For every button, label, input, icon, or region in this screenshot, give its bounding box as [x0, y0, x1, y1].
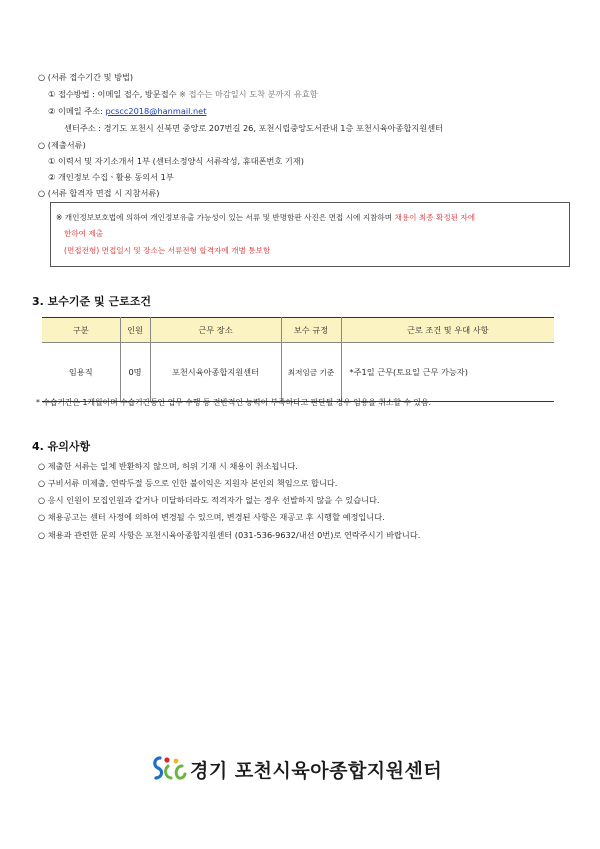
table-row: [42, 343, 554, 402]
privacy-notice-highlight: 채용이 최종 확정된 자에: [392, 213, 476, 222]
application-method: [48, 89, 318, 100]
application-deadline-note: ※ 접수는 마감일시 도착 분까지 유효함: [179, 89, 318, 99]
list-item: ○ 채용과 관련한 문의 사항은 포천시육아종합지원센터 (031-536-9632/내선 0번)로 연락주시기 바랍니다.: [38, 530, 421, 540]
probation-note: * 수습기간은 1개월이며 수습기간동안 업무 수행 등 전반적인 능력이 부족하다고 판단될 경우 임용을 취소할 수 있음.: [36, 398, 431, 407]
interview-notice: (면접전형) 면접일시 및 장소는 서류전형 합격자에 개별 통보함: [64, 246, 271, 255]
email-address-line: [48, 106, 206, 117]
child-figures-logo-icon: [152, 754, 188, 782]
cell-count: 0명: [120, 343, 150, 402]
table-header-row: [42, 318, 554, 343]
header-count: 인원: [120, 318, 150, 343]
header-workplace: 근무 장소: [150, 318, 281, 343]
list-item: ○ 구비서류 미제출, 연락두절 등으로 인한 불이익은 지원자 본인의 책임으로 합니다.: [38, 478, 338, 488]
email-label: ② 이메일 주소:: [48, 106, 106, 116]
privacy-notice-line2: 한하여 제출: [64, 229, 104, 238]
header-pay-rule: 보수 규정: [281, 318, 341, 343]
document-consent: ② 개인정보 수집ㆍ활용 동의서 1부: [48, 172, 174, 182]
section3-title: 3. 보수기준 및 근로조건: [32, 295, 151, 308]
pay-conditions-table: [42, 317, 554, 402]
center-address: 센터주소 : 경기도 포천시 신북면 중앙로 207번길 26, 포천시립중앙도서관내 1층 포천시육아종합지원센터: [64, 123, 444, 133]
documents-heading: ○ (제출서류): [38, 140, 86, 150]
list-item: ○ 응시 인원이 모집인원과 같거나 미달하더라도 적격자가 없는 경우 선발하지 않을 수 있습니다.: [38, 495, 380, 505]
privacy-notice-text: ※ 개인정보보호법에 의하여 개인정보유출 가능성이 있는 서류 및 반명함판 사진은 면접 시에 지참하며: [56, 213, 393, 222]
application-period-heading: ○ (서류 접수기간 및 방법): [38, 72, 134, 82]
interview-documents-heading: ○ (서류 합격자 면접 시 지참서류): [38, 188, 160, 198]
email-link[interactable]: pcscc2018@hanmail.net: [105, 106, 207, 116]
cell-workplace: 포천시육아종합지원센터: [150, 343, 281, 402]
list-item: ○ 채용공고는 센터 사정에 의하여 변경될 수 있으며, 변경된 사항은 재공고 후 시행할 예정입니다.: [38, 512, 385, 522]
section4-title: 4. 유의사항: [32, 440, 91, 453]
cell-pay-rule: 최저임금 기준: [281, 343, 341, 402]
header-conditions: 근로 조건 및 우대 사항: [341, 318, 554, 343]
header-category: 구분: [42, 318, 120, 343]
application-method-text: ① 접수방법 : 이메일 접수, 방문접수: [48, 89, 177, 99]
cell-conditions: *주1일 근무(토요일 근무 가능자): [341, 343, 554, 402]
document-resume: ① 이력서 및 자기소개서 1부 (센터소정양식 서류작성, 휴대폰번호 기재): [48, 156, 304, 166]
list-item: ○ 제출한 서류는 일체 반환하지 않으며, 허위 기재 시 채용이 취소됩니다.: [38, 461, 298, 471]
cell-category: 임용직: [42, 343, 120, 402]
organization-name: 경기 포천시육아종합지원센터: [190, 760, 443, 782]
privacy-notice-line1: [56, 212, 475, 223]
